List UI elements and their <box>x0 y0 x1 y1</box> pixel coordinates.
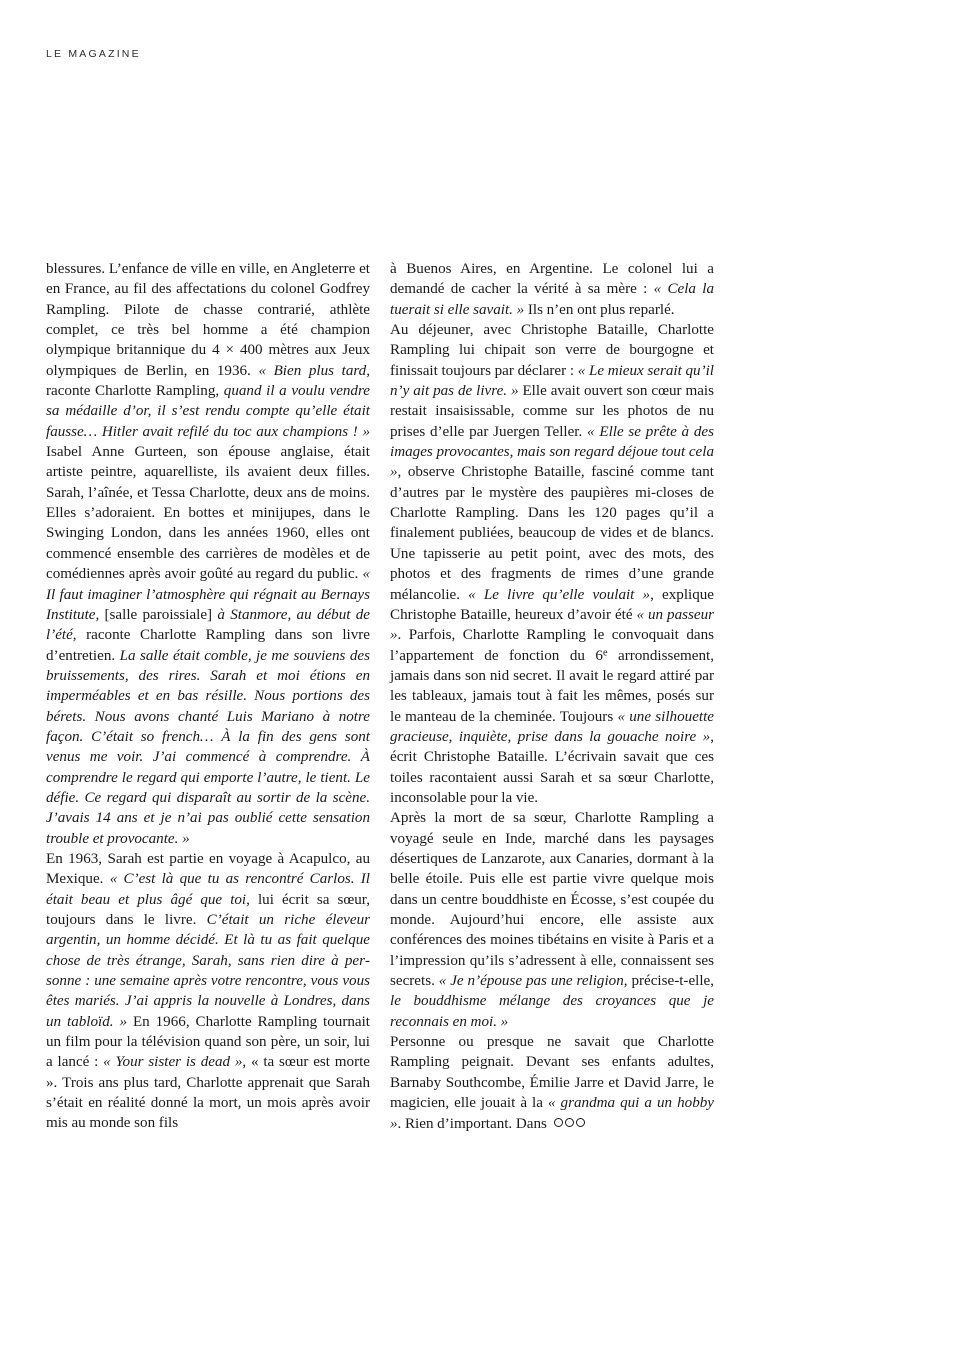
body-text: En 1966, Charlotte Rampling tournait un film pour la télévision quand son père, un soir, lui a lancé : <box>46 1013 371 1071</box>
circle-icon <box>554 1118 563 1127</box>
quoted-italic-text: « une silhouette gracieuse, inquiète, prise dans la gouache noire » <box>390 708 714 745</box>
quoted-italic-text: « Elle se prête à des images provocantes, mais son regard déjoue tout cela » <box>390 423 714 481</box>
circle-icon <box>565 1118 574 1127</box>
quoted-italic-text: « Your sister is dead » <box>103 1054 243 1071</box>
quoted-italic-text: La salle était comble, je me souviens des bruissements, des rires. Sarah et moi étions en imperméables et en bas résille. Nous portions des bérets. Nous avons chanté Luis Mariano à notre façon. C’était so french… À la fin des gens sont venus me voir. J’ai commencé à comprendre. À comprendre le regard qui emporte l’autre, le tient. Le défie. Ce regard qui disparaît au sortir de la scène. J’avais 14 ans et je n’ai pas oublié cette sensation trouble et provocante. » <box>46 647 370 847</box>
body-text: . Parfois, Charlotte Rampling le convoquait dans l’appartement de fonction du 6 <box>390 627 714 664</box>
quoted-italic-text: « Cela la tuerait si elle savait. » <box>390 281 714 318</box>
paragraph <box>390 1032 714 1135</box>
quoted-italic-text: C’était un riche éleveur argentin, un homme décidé. Et là tu as fait quelque chose de très étrange, Sarah, sans rien dire à personne : une semaine après votre rencontre, vous vous êtes mariés. J’ai appris la nouvelle à Londres, dans un tabloïd. » <box>46 912 370 1030</box>
column-container <box>46 259 714 1135</box>
end-of-article-circles-icon <box>554 1113 585 1133</box>
body-text: En 1963, Sarah est partie en voyage à Acapulco, au Mexique. <box>46 850 370 888</box>
running-head: LE MAGAZINE <box>46 48 141 60</box>
quoted-italic-text: « grandma qui a un hobby » <box>390 1095 714 1133</box>
circle-icon <box>576 1118 585 1127</box>
body-text: , écrit Christophe Bataille. L’écrivain savait que ces toiles racontaient aussi Sarah et sa sœur Charlotte, inconsolable pour la vie. <box>390 728 714 806</box>
body-text: , explique Christophe Bataille, heureux d’avoir été <box>390 586 715 623</box>
text-column-right <box>390 259 714 1135</box>
body-text: raconte Charlotte Rampling, <box>46 383 224 400</box>
body-text: . Rien d’important. Dans <box>397 1116 547 1133</box>
body-text: à Buenos Aires, en Argentine. Le colonel lui a demandé de cacher la vérité à sa mère : <box>390 261 714 298</box>
quoted-italic-text: « Le livre qu’elle voulait » <box>468 586 651 603</box>
body-text: Isabel Anne Gurteen, son épouse anglaise, était artiste peintre, aquarelliste, ils avaient deux filles. Sarah, l’aînée, et Tessa Charlotte, deux ans de moins. Elles s’adoraient. En bottes et minijupes, dans le Swinging London, dans les années 1960, elles ont commencé ensemble des carrières de modèles et de comédiennes après avoir goûté au regard du public. <box>46 444 370 583</box>
body-text: précise-t-elle, <box>627 973 715 990</box>
paragraph <box>46 849 370 1134</box>
paragraph <box>390 259 714 320</box>
quoted-italic-text: « Bien plus tard, <box>258 362 371 379</box>
quoted-italic-text: « Il faut imaginer l’atmosphère qui régnait au Bernays Institute, <box>46 566 370 623</box>
paragraph <box>46 259 370 849</box>
ordinal-superscript: e <box>602 647 608 659</box>
text-column-left <box>46 259 370 1134</box>
body-text: Personne ou presque ne savait que Charlotte Rampling peignait. Devant ses enfants adultes, Barnaby Southcombe, Émilie Jarre et David Jarre, le magicien, elle jouait à la <box>390 1034 714 1112</box>
body-text: Au déjeuner, avec Christophe Bataille, Charlotte Rampling lui chipait son verre de bourgogne et finissait toujours par déclarer : <box>390 322 714 379</box>
quoted-italic-text: « Je n’épouse pas une religion, <box>438 973 628 990</box>
body-text: lui écrit sa sœur, toujours dans le livre. <box>46 891 370 928</box>
quoted-italic-text: le bouddhisme mélange des croyances que je reconnais en moi. » <box>390 993 714 1030</box>
quoted-italic-text: « Le mieux serait qu’il n’y ait pas de livre. » <box>390 362 714 400</box>
body-text: Après la mort de sa sœur, Charlotte Rampling a voyagé seule en Inde, marché dans les paysages désertiques de Lanzarote, aux Canaries, dormant à la belle étoile. Puis elle est partie vivre quelque mois dans un centre bouddhiste en Écosse, s’est coupée du monde. Aujourd’hui encore, elle assiste aux conférences des moines tibétains en visite à Paris et a l’impression qu’ils s’adressent à elle, connaissent ses secrets. <box>390 810 714 990</box>
body-text: , « ta sœur est morte ». Trois ans plus tard, Charlotte apprenait que Sarah s’était en réalité donné la mort, un mois après avoir mis au monde son fils <box>46 1054 370 1132</box>
quoted-italic-text: quand il a voulu vendre sa médaille d’or, il s’est rendu compte qu’elle était fausse… Hitler avait refilé du toc aux champions ! » <box>46 383 370 440</box>
article-body <box>46 259 714 1135</box>
body-text: raconte Charlotte Rampling dans son livre d’entretien. <box>46 627 370 664</box>
body-text: blessures. L’enfance de ville en ville, en Angleterre et en France, au fil des affectations du colonel Godfrey Rampling. Pilote de chasse contrarié, athlète complet, ce très bel homme a été champion olympique britannique du 4 × 400 mètres aux Jeux olympiques de Berlin, en 1936. <box>46 261 370 379</box>
body-text: [salle paroissiale] <box>99 606 218 623</box>
body-text: Ils n’en ont plus reparlé. <box>524 301 675 318</box>
body-text: Elle avait ouvert son cœur mais restait insaisissable, comme sur les photos de nu prises d’elle par Juergen Teller. <box>390 383 714 440</box>
quoted-italic-text: « C’est là que tu as rencontré Carlos. Il était beau et plus âgé que toi, <box>46 871 370 908</box>
body-text: , observe Christophe Bataille, fasciné comme tant d’autres par le mystère des paupières mi-closes de Charlotte Rampling. Dans les 120 pages qu’il a finalement publiées, beaucoup de vides et de blancs. Une tapisserie au petit point, avec des mots, des photos et des fragments de rimes d’une grande mélancolie. <box>390 464 714 603</box>
quoted-italic-text: « un passeur » <box>390 606 714 644</box>
body-text: arrondissement, jamais dans son nid secret. Il avait le regard attiré par les tableaux, jamais tout à fait les mêmes, posés sur le manteau de la cheminée. Toujours <box>390 647 714 725</box>
paragraph <box>390 320 714 808</box>
quoted-italic-text: à Stanmore, au début de l’été, <box>46 606 371 644</box>
paragraph <box>390 808 714 1032</box>
